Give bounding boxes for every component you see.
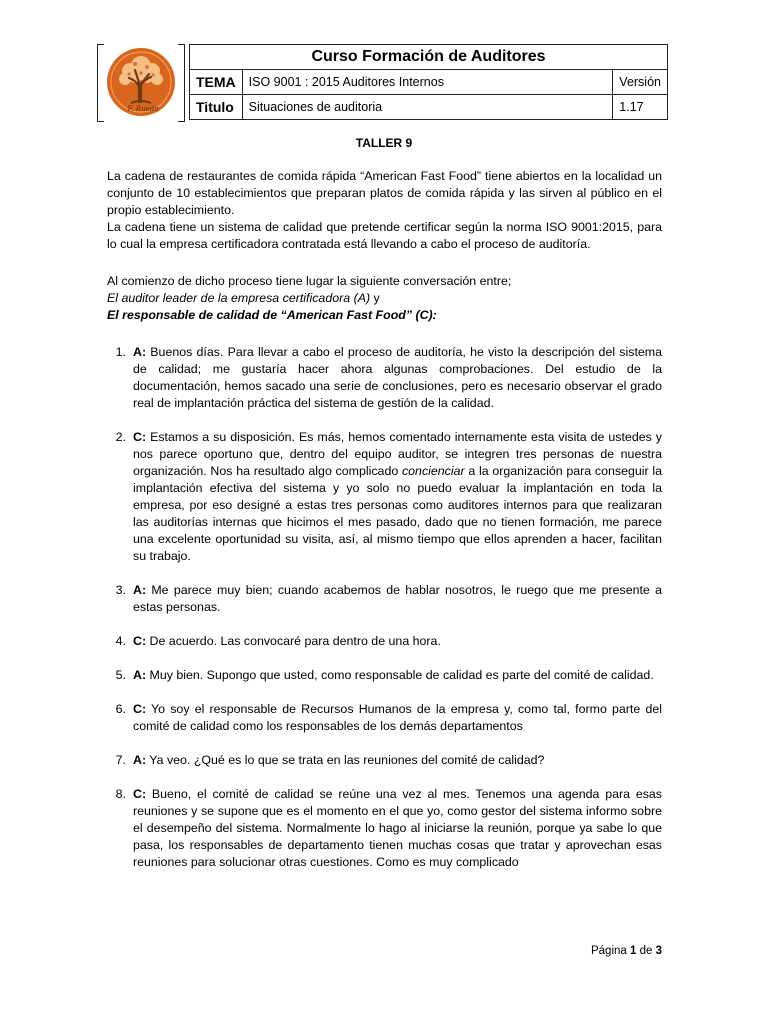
item-text: Bueno, el comité de calidad se reúne una vez al mes. Tenemos una agenda para esas reuniones y se supone que es el momento en el que yo, como gestor del sistema informo sobre el desempeño del sistema. Normalmente lo hago al iniciarse la reunión, porque ya sabe lo que pasa, los responsables de departamento tienen muchas cosas que tratar y aprovechan esas reuniones para solucionar otras cuestiones. Como es muy complicado	[133, 787, 662, 869]
conversation-intro	[107, 273, 662, 324]
tema-value: ISO 9001 : 2015 Auditores Internos	[242, 70, 613, 95]
list-item	[107, 701, 662, 735]
titulo-value: Situaciones de auditoria	[242, 95, 613, 120]
item-number: 7.	[115, 753, 126, 767]
speaker-label: A:	[133, 583, 147, 597]
list-item	[107, 667, 662, 684]
speaker-label: C:	[133, 634, 147, 648]
list-item	[107, 752, 662, 769]
page-number: 1	[630, 945, 637, 957]
document-header	[97, 44, 668, 120]
logo-bracket-right	[178, 44, 185, 122]
item-text: Estamos a su disposición. Es más, hemos comentado internamente esta visita de ustedes y nos parece oportuno que, dentro del equipo auditor, se integren tres personas de nuestra organización. Nos ha resultado algo complicado	[133, 430, 662, 478]
speaker-label: C:	[133, 430, 147, 444]
page-separator: de	[636, 945, 656, 957]
item-number: 6.	[115, 702, 126, 716]
item-number: 3.	[115, 583, 126, 597]
version-value: 1.17	[613, 95, 668, 120]
titulo-label: Titulo	[190, 95, 243, 120]
speaker-label: A:	[133, 345, 147, 359]
page-footer	[591, 945, 662, 957]
course-title: Curso Formación de Auditores	[190, 45, 668, 70]
intro-paragraph-5: El responsable de calidad de “American Fast Food” (C):	[107, 308, 437, 322]
intro-paragraph-4	[107, 290, 662, 307]
conjunction: y	[370, 291, 380, 305]
speaker-label: A:	[133, 753, 147, 767]
item-number: 2.	[115, 430, 126, 444]
item-text: Yo soy el responsable de Recursos Humanos de la empresa y, como tal, formo parte del comité de calidad como los responsables de los demás departamentos	[133, 702, 662, 733]
intro-paragraph-2: La cadena tiene un sistema de calidad que pretende certificar según la norma ISO 9001:2015, para lo cual la empresa certificadora contratada está llevando a cabo el proceso de auditoría.	[107, 220, 662, 251]
intro-paragraph-1: La cadena de restaurantes de comida rápida “American Fast Food” tiene abiertos en la localidad un conjunto de 10 establecimientos que preparan platos de comida rápida y las sirven al público en el propio establecimiento.	[107, 169, 662, 217]
item-text: Ya veo. ¿Qué es lo que se trata en las reuniones del comité de calidad?	[146, 753, 545, 767]
item-number: 8.	[115, 787, 126, 801]
page-prefix: Página	[590, 945, 630, 957]
speaker-label: C:	[133, 702, 147, 716]
version-label: Versión	[613, 70, 668, 95]
list-item	[107, 582, 662, 616]
tema-label: TEMA	[190, 70, 243, 95]
logo-box	[97, 44, 185, 120]
item-text: Muy bien. Supongo que usted, como responsable de calidad es parte del comité de calidad.	[146, 668, 654, 682]
item-text: Buenos días. Para llevar a cabo el proceso de auditoría, he visto la descripción del sistema de calidad; me gustaría hacer ahora algunas comprobaciones. Del estudio de la documentación, hemos sacado una serie de conclusiones, pero es necesario observar el grado real de implantación práctica del sistema de gestión de la calidad.	[133, 345, 662, 410]
item-text: De acuerdo. Las convocaré para dentro de una hora.	[146, 634, 441, 648]
item-number: 5.	[115, 668, 126, 682]
logo-signature: F. Rueda	[127, 105, 159, 113]
list-item	[107, 429, 662, 565]
emphasized-word: concienciar	[401, 464, 465, 478]
auditor-role: El auditor leader de la empresa certificadora (A)	[107, 291, 371, 305]
list-item	[107, 786, 662, 871]
item-text: Me parece muy bien; cuando acabemos de hablar nosotros, le ruego que me presente a estas personas.	[133, 583, 662, 614]
item-number: 4.	[115, 634, 126, 648]
header-table	[189, 44, 668, 120]
page-total: 3	[655, 945, 662, 957]
workshop-title: TALLER 9	[355, 136, 413, 150]
list-item	[107, 633, 662, 650]
item-text: a la organización para conseguir la implantación efectiva del sistema y yo solo no puedo evaluar la implantación en toda la empresa, por eso designé a estas tres personas como auditores internos para que realizaran las auditorías internas que hicimos el mes pasado, dado que no tienen formación, me parece una excelente oportunidad su visita, así, al mismo tiempo que ellos aprenden a hacer, facilitan su trabajo.	[133, 464, 662, 563]
tree-logo-icon	[105, 46, 177, 118]
speaker-label: A:	[133, 668, 147, 682]
list-item	[107, 344, 662, 412]
speaker-label: C:	[133, 787, 147, 801]
dialogue-list	[107, 344, 662, 888]
item-number: 1.	[115, 345, 126, 359]
intro-paragraph-3: Al comienzo de dicho proceso tiene lugar la siguiente conversación entre;	[107, 274, 512, 288]
intro-block	[107, 168, 662, 253]
logo-bracket-left	[97, 44, 104, 122]
